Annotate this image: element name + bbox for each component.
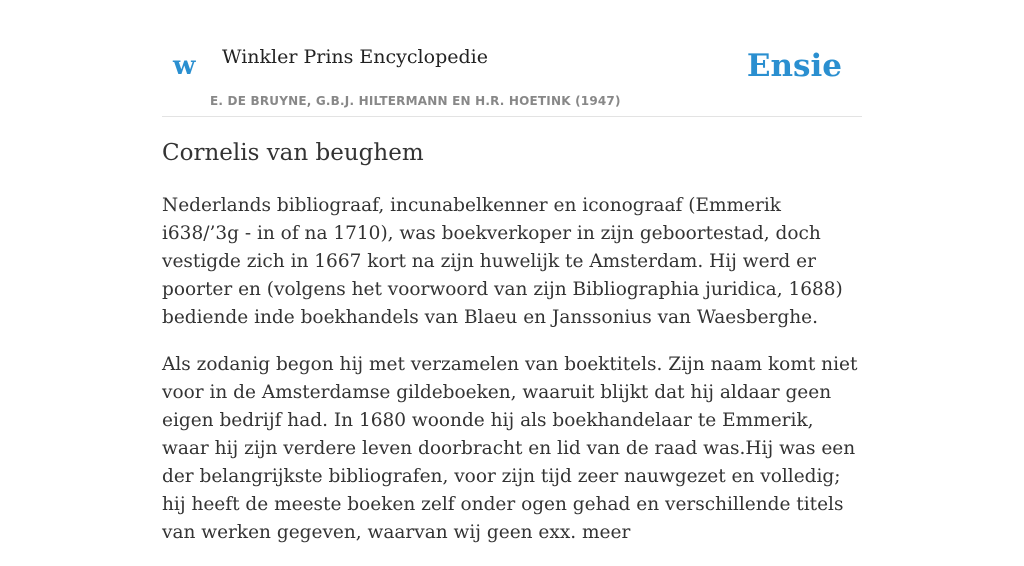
article-paragraph-1: Nederlands bibliograaf, incunabelkenner en iconograaf (Emmerik i638/’3g - in of na 1710), was boekverkoper in zijn geboortestad, doch vestigde zich in 1667 kort na zijn huwelijk te Amsterdam. Hij werd er poorter en (volgens het voorwoord van zijn Bibliographia juridica, 1688) bediende inde boekhandels van Blaeu en Janssonius van Waesberghe. — [162, 195, 843, 328]
source-header — [162, 0, 862, 117]
article-paragraph-2: Als zodanig begon hij met verzamelen van boektitels. Zijn naam komt niet voor in de Amsterdamse gildeboeken, waaruit blijkt dat hij aldaar geen eigen bedrijf had. In 1680 woonde hij als boekhandelaar te Emmerik, waar hij zijn verdere leven doorbracht en lid van de raad was.Hij was een der belangrijkste bibliografen, voor zijn tijd zeer nauwgezet en volledig; hij heeft de meeste boeken zelf onder ogen gehad en verschillende titels van werken gegeven, waarvan wij geen exx. meer — [162, 354, 858, 543]
source-logo-w[interactable]: w — [173, 51, 196, 81]
article-body — [162, 192, 862, 566]
ensie-logo[interactable]: Ensie — [746, 48, 842, 84]
source-title-link[interactable]: Winkler Prins Encyclopedie — [222, 46, 488, 68]
article-title: Cornelis van beughem — [162, 140, 424, 166]
source-authors: E. DE BRUYNE, G.B.J. HILTERMANN EN H.R. HOETINK (1947) — [210, 94, 621, 108]
